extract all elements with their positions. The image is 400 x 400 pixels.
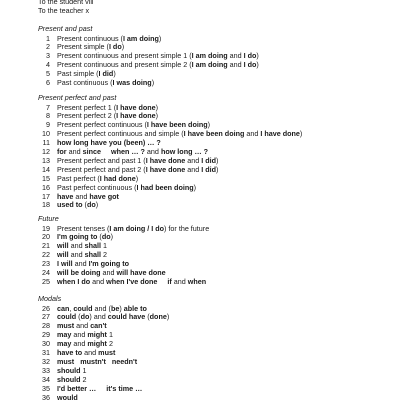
unit-title-bold-part: shall bbox=[84, 250, 101, 260]
unit-title-part: Present simple ( bbox=[57, 42, 109, 52]
unit-title-part: ) bbox=[119, 303, 124, 313]
unit-title-part: ) bbox=[256, 51, 259, 61]
unit-title-part: ) bbox=[95, 200, 99, 210]
unit-title-part: and bbox=[72, 259, 89, 269]
unit-title-part: ( bbox=[76, 312, 81, 322]
unit-title-bold-part: I have done bbox=[116, 111, 156, 121]
unit-row bbox=[38, 224, 209, 233]
unit-title-bold-part: I do bbox=[243, 51, 257, 61]
unit-title-part: Present perfect 2 ( bbox=[57, 111, 117, 121]
unit-title bbox=[57, 304, 147, 313]
unit-title-bold-part: must bbox=[98, 348, 116, 357]
unit-title-bold-part: I do bbox=[243, 60, 257, 70]
unit-title-bold-part: I have done bbox=[260, 129, 300, 139]
unit-title-bold-part: must bbox=[57, 356, 75, 366]
unit-title-bold-part: have to bbox=[57, 348, 83, 357]
unit-title bbox=[57, 250, 107, 259]
unit-title-part: ) bbox=[151, 78, 155, 87]
unit-title-part: ( bbox=[145, 312, 150, 322]
unit-title-bold-part: could bbox=[57, 312, 77, 322]
unit-title-part: ) and bbox=[89, 312, 108, 322]
unit-title-bold-part: do bbox=[86, 200, 96, 210]
unit-number: 21 bbox=[42, 241, 50, 251]
unit-title-bold-part: should bbox=[57, 374, 81, 384]
unit-title-bold-part: I have done bbox=[116, 102, 156, 112]
unit-title bbox=[57, 129, 302, 138]
unit-title-part: 2 bbox=[106, 339, 113, 349]
unit-row bbox=[38, 156, 218, 165]
unit-title-bold-part: I'm going to bbox=[88, 259, 130, 269]
unit-title bbox=[57, 339, 113, 348]
unit-row bbox=[38, 192, 119, 201]
unit-title-bold-part: it's time … bbox=[106, 383, 143, 393]
unit-title-bold-part: must bbox=[57, 321, 75, 331]
unit-title-part: ) bbox=[207, 120, 211, 130]
unit-number: 25 bbox=[42, 276, 50, 286]
unit-title bbox=[57, 232, 113, 241]
unit-title-part: and bbox=[171, 276, 188, 286]
unit-title-bold-part: when I've done bbox=[106, 276, 158, 286]
unit-title-part bbox=[101, 147, 111, 156]
unit-title-part: Present continuous and present simple 1 ( bbox=[57, 51, 192, 61]
unit-title-bold-part: I am doing / I do bbox=[109, 223, 165, 233]
unit-title-bold-part: do bbox=[80, 312, 90, 322]
unit-title-bold-part: able to bbox=[123, 303, 147, 313]
unit-number: 5 bbox=[46, 69, 50, 79]
unit-title-part: Past perfect ( bbox=[57, 173, 100, 183]
unit-title-part: and bbox=[185, 164, 202, 174]
unit-title bbox=[57, 330, 113, 339]
unit-title bbox=[57, 277, 206, 286]
unit-title-part: Present continuous ( bbox=[57, 33, 123, 43]
unit-title bbox=[57, 111, 158, 120]
unit-title-part: ) bbox=[121, 42, 125, 52]
unit-title bbox=[57, 183, 196, 192]
unit-number: 36 bbox=[42, 392, 50, 400]
unit-title bbox=[57, 51, 259, 60]
unit-row bbox=[38, 165, 218, 174]
unit-title-bold-part: I'd better … bbox=[57, 383, 97, 393]
unit-row bbox=[38, 250, 107, 259]
unit-number: 14 bbox=[42, 164, 50, 174]
unit-row bbox=[38, 321, 107, 330]
unit-number: 8 bbox=[46, 111, 50, 121]
unit-title-part: Present perfect continuous ( bbox=[57, 120, 147, 130]
unit-title-part: ) bbox=[216, 164, 219, 174]
unit-title-bold-part: when … ? bbox=[110, 147, 145, 156]
unit-title bbox=[57, 165, 218, 174]
unit-title bbox=[57, 348, 115, 357]
unit-number: 31 bbox=[42, 348, 50, 357]
unit-title-bold-part: I do bbox=[108, 42, 122, 52]
unit-number: 30 bbox=[42, 339, 50, 349]
unit-row bbox=[38, 174, 138, 183]
unit-title-bold-part: be bbox=[110, 303, 120, 313]
unit-title-part: ) bbox=[135, 173, 139, 183]
unit-number: 7 bbox=[46, 102, 50, 112]
teacher-line: To the teacher x bbox=[38, 6, 90, 15]
unit-title-part: Past continuous ( bbox=[57, 78, 113, 87]
unit-row bbox=[38, 120, 210, 129]
unit-row bbox=[38, 330, 113, 339]
unit-title-part: and bbox=[227, 51, 244, 61]
unit-title-part: Present continuous and present simple 2 ( bbox=[57, 60, 192, 70]
unit-title-bold-part: I had done bbox=[99, 173, 136, 183]
unit-row bbox=[38, 111, 158, 120]
unit-title-part: and bbox=[73, 191, 90, 201]
unit-row bbox=[38, 357, 137, 366]
unit-title-part: Present tenses ( bbox=[57, 223, 110, 233]
unit-number: 2 bbox=[46, 42, 50, 52]
unit-title-part: and bbox=[74, 321, 91, 331]
unit-number: 33 bbox=[42, 365, 50, 375]
unit-title-part: and bbox=[90, 276, 107, 286]
unit-row bbox=[38, 69, 116, 78]
unit-title-bold-part: might bbox=[87, 330, 107, 340]
student-line: To the student viii bbox=[38, 0, 94, 6]
unit-title-part: 2 bbox=[80, 374, 87, 384]
unit-row bbox=[38, 200, 98, 209]
unit-title bbox=[57, 366, 87, 375]
unit-title-bold-part: should bbox=[57, 365, 81, 375]
unit-number: 9 bbox=[46, 120, 50, 130]
unit-number: 23 bbox=[42, 259, 50, 269]
unit-title-bold-part: done bbox=[149, 312, 167, 322]
unit-title-bold-part: how long have you (been) … ? bbox=[57, 138, 161, 148]
unit-title bbox=[57, 120, 210, 129]
unit-number: 24 bbox=[42, 268, 50, 277]
unit-title-bold-part: I did bbox=[201, 155, 217, 165]
unit-title-bold-part: needn't bbox=[111, 356, 138, 366]
unit-title-part: ) bbox=[299, 129, 303, 139]
unit-title-bold-part: shall bbox=[84, 241, 101, 251]
unit-number: 1 bbox=[46, 33, 50, 43]
unit-title bbox=[57, 384, 142, 393]
unit-row bbox=[38, 232, 113, 241]
unit-row bbox=[38, 348, 115, 357]
unit-title-part: Present perfect and past 1 ( bbox=[57, 155, 146, 165]
unit-title-bold-part: I did bbox=[201, 164, 217, 174]
section-title: Present perfect and past bbox=[38, 93, 117, 102]
unit-number: 3 bbox=[46, 51, 50, 61]
unit-row bbox=[38, 78, 154, 87]
unit-row bbox=[38, 268, 166, 277]
unit-row bbox=[38, 138, 161, 147]
unit-row bbox=[38, 384, 142, 393]
unit-title-part: ) for the future bbox=[164, 223, 210, 233]
unit-row bbox=[38, 60, 259, 69]
unit-title bbox=[57, 174, 138, 183]
unit-row bbox=[38, 129, 302, 138]
unit-title-part: ) bbox=[193, 182, 197, 192]
unit-number: 27 bbox=[42, 312, 50, 322]
unit-number: 34 bbox=[42, 374, 50, 384]
unit-title-part: 1 bbox=[100, 241, 107, 251]
unit-row bbox=[38, 42, 124, 51]
unit-title-bold-part: I have been doing bbox=[146, 120, 208, 130]
unit-title bbox=[57, 312, 169, 321]
unit-title bbox=[57, 103, 158, 112]
unit-title-part: 2 bbox=[100, 250, 107, 260]
unit-number: 35 bbox=[42, 383, 50, 393]
unit-row bbox=[38, 259, 129, 268]
unit-row bbox=[38, 312, 169, 321]
unit-title-bold-part: could bbox=[73, 303, 93, 313]
unit-title bbox=[57, 156, 218, 165]
unit-title-bold-part: when I do bbox=[57, 276, 91, 286]
unit-title-bold-part: will be doing bbox=[57, 268, 101, 277]
unit-number: 28 bbox=[42, 321, 50, 331]
unit-title-part: and bbox=[71, 330, 88, 340]
unit-row bbox=[38, 147, 208, 156]
unit-title-bold-part: I will bbox=[57, 259, 73, 269]
unit-title bbox=[57, 241, 107, 250]
unit-title bbox=[57, 268, 166, 277]
unit-title-bold-part: I have done bbox=[145, 155, 186, 165]
unit-title-bold-part: I have been doing bbox=[183, 129, 245, 139]
unit-number: 22 bbox=[42, 250, 50, 260]
unit-title-part: ) bbox=[166, 312, 170, 322]
unit-title-bold-part: I have done bbox=[145, 164, 186, 174]
unit-title-bold-part: might bbox=[87, 339, 107, 349]
unit-number: 18 bbox=[42, 200, 50, 210]
unit-row bbox=[38, 241, 107, 250]
unit-row bbox=[38, 375, 87, 384]
unit-title-part: Past perfect continuous ( bbox=[57, 182, 137, 192]
section-title: Present and past bbox=[38, 24, 93, 33]
unit-title-bold-part: will bbox=[57, 241, 69, 251]
unit-title-bold-part: have bbox=[57, 191, 74, 201]
unit-title-bold-part: I did bbox=[98, 69, 114, 79]
unit-row bbox=[38, 277, 206, 286]
unit-title bbox=[57, 42, 124, 51]
unit-number: 16 bbox=[42, 182, 50, 192]
unit-title bbox=[57, 34, 161, 43]
unit-title bbox=[57, 321, 107, 330]
unit-title-bold-part: would bbox=[57, 392, 78, 400]
unit-title-bold-part: could have bbox=[107, 312, 146, 322]
unit-title-part: ( bbox=[82, 200, 87, 210]
unit-title-bold-part: I am doing bbox=[191, 51, 228, 61]
unit-number: 29 bbox=[42, 330, 50, 340]
unit-row bbox=[38, 183, 196, 192]
unit-title-part: and bbox=[144, 147, 161, 156]
unit-title-part: , bbox=[69, 303, 74, 313]
unit-title-bold-part: how long … ? bbox=[160, 147, 209, 156]
unit-title bbox=[57, 147, 208, 156]
unit-number: 20 bbox=[42, 232, 50, 242]
unit-title-bold-part: since bbox=[82, 147, 101, 156]
unit-title-bold-part: used to bbox=[57, 200, 83, 210]
unit-number: 11 bbox=[42, 138, 50, 148]
unit-title-part: and bbox=[66, 147, 83, 156]
unit-title-bold-part: do bbox=[101, 232, 111, 242]
unit-title bbox=[57, 69, 116, 78]
unit-number: 4 bbox=[46, 60, 50, 70]
unit-row bbox=[38, 103, 158, 112]
unit-title-bold-part: if bbox=[167, 276, 172, 286]
unit-number: 10 bbox=[42, 129, 50, 139]
unit-number: 12 bbox=[42, 147, 50, 156]
unit-title bbox=[57, 393, 78, 400]
unit-title-bold-part: for bbox=[57, 147, 67, 156]
unit-title-part: and bbox=[185, 155, 202, 165]
unit-number: 32 bbox=[42, 356, 50, 366]
unit-title-part: and bbox=[68, 241, 85, 251]
unit-title-bold-part: mustn't bbox=[80, 356, 106, 366]
unit-title-part: ) bbox=[216, 155, 219, 165]
unit-title bbox=[57, 192, 119, 201]
unit-title-bold-part: I had been doing bbox=[136, 182, 194, 192]
unit-row bbox=[38, 34, 161, 43]
unit-title-part: and bbox=[68, 250, 85, 260]
unit-title bbox=[57, 224, 209, 233]
unit-title bbox=[57, 259, 129, 268]
unit-title-bold-part: may bbox=[57, 330, 72, 340]
unit-title-part: ) bbox=[110, 232, 114, 242]
unit-title-bold-part: may bbox=[57, 339, 72, 349]
unit-number: 17 bbox=[42, 191, 50, 201]
unit-title-part: 1 bbox=[106, 330, 113, 340]
unit-title-part: ( bbox=[97, 232, 102, 242]
section-title: Future bbox=[38, 214, 59, 223]
unit-title-part: ) bbox=[113, 69, 116, 79]
unit-title-part: ) bbox=[256, 60, 259, 70]
unit-title-part: ) bbox=[155, 111, 159, 121]
unit-title-part: and bbox=[227, 60, 244, 70]
unit-title-bold-part: I am doing bbox=[191, 60, 228, 70]
unit-row bbox=[38, 304, 147, 313]
unit-row bbox=[38, 393, 78, 400]
unit-number: 13 bbox=[42, 155, 50, 165]
unit-title-bold-part: will have done bbox=[116, 268, 166, 277]
unit-title-bold-part: I'm going to bbox=[57, 232, 98, 242]
unit-number: 19 bbox=[42, 223, 50, 233]
unit-row bbox=[38, 339, 113, 348]
unit-title-part: and bbox=[100, 268, 117, 277]
unit-title-part: 1 bbox=[80, 365, 87, 375]
unit-row bbox=[38, 51, 259, 60]
unit-title-part: Past simple ( bbox=[57, 69, 99, 79]
unit-title-part: and ( bbox=[92, 303, 111, 313]
unit-title bbox=[57, 60, 259, 69]
unit-title bbox=[57, 375, 87, 384]
unit-title-part: Present perfect continuous and simple ( bbox=[57, 129, 184, 139]
unit-title-bold-part: when bbox=[187, 276, 207, 286]
unit-title-part bbox=[96, 384, 106, 393]
section-title: Modals bbox=[38, 294, 62, 303]
unit-number: 26 bbox=[42, 303, 50, 313]
unit-title-bold-part: have got bbox=[89, 191, 119, 201]
unit-title-part bbox=[157, 277, 167, 286]
unit-row bbox=[38, 366, 87, 375]
unit-number: 15 bbox=[42, 173, 50, 183]
unit-title-bold-part: I was doing bbox=[112, 78, 152, 87]
unit-title-bold-part: I am doing bbox=[122, 33, 159, 43]
unit-title-part: ) bbox=[158, 33, 162, 43]
unit-title-bold-part: can bbox=[57, 303, 70, 313]
unit-title-part: ) bbox=[155, 102, 159, 112]
unit-title-bold-part: can't bbox=[90, 321, 107, 331]
unit-title-part: Present perfect 1 ( bbox=[57, 102, 117, 112]
unit-title-part: Present perfect and past 2 ( bbox=[57, 164, 146, 174]
unit-title-part: and bbox=[71, 339, 88, 349]
unit-title bbox=[57, 138, 161, 147]
unit-title bbox=[57, 78, 154, 87]
unit-title-bold-part: will bbox=[57, 250, 69, 260]
unit-title-part: and bbox=[244, 129, 261, 139]
unit-title bbox=[57, 357, 137, 366]
unit-number: 6 bbox=[46, 78, 50, 87]
unit-title bbox=[57, 200, 98, 209]
unit-title-part: and bbox=[82, 348, 99, 357]
